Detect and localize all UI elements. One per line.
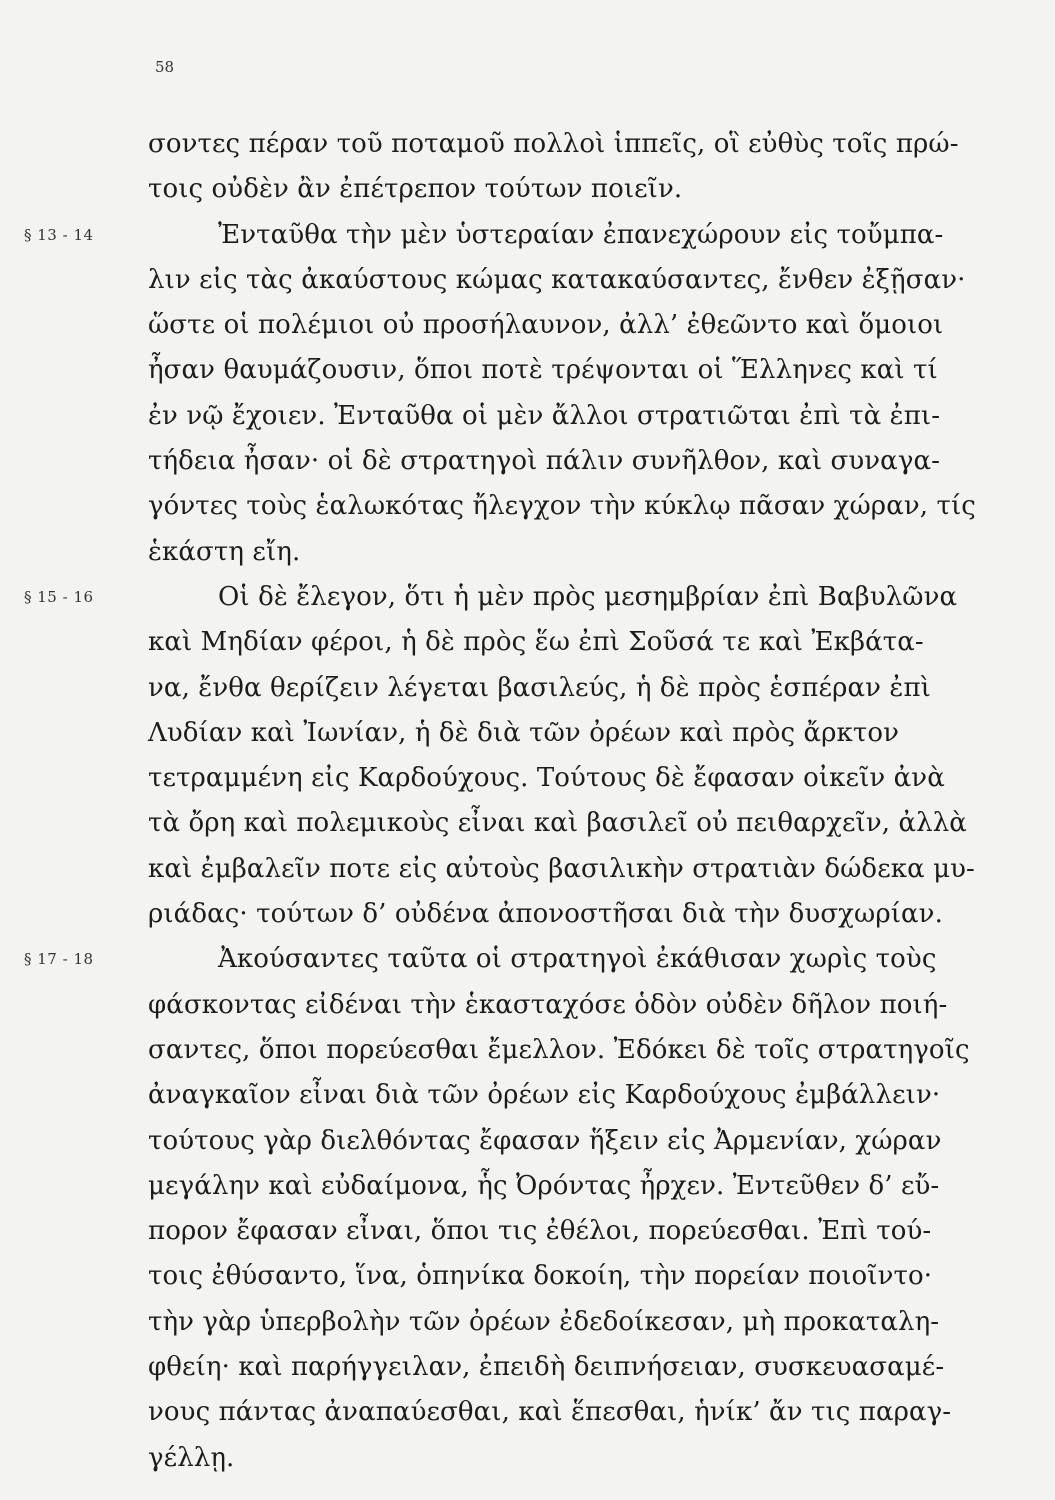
text-line [148, 1073, 1003, 1118]
line-text: να, ἔνθα θερίζειν λέγεται βασιλεύς, ἡ δὲ πρὸς ἑσπέραν ἐπὶ [148, 672, 931, 703]
line-text: τὴν γὰρ ὑπερβολὴν τῶν ὀρέων ἐδεδοίκεσαν, μὴ προκαταλη- [148, 1306, 940, 1337]
line-text: γέλλῃ. [148, 1442, 235, 1473]
text-line [148, 1254, 1003, 1299]
text-line [148, 167, 1003, 212]
line-text: ἐν νῷ ἔχοιεν. Ἐνταῦθα οἱ μὲν ἄλλοι στρατιῶται ἐπὶ τὰ ἐπι- [148, 400, 941, 431]
line-text: τὰ ὄρη καὶ πολεμικοὺς εἶναι καὶ βασιλεῖ οὐ πειθαρχεῖν, ἀλλὰ [148, 808, 967, 839]
text-line [148, 484, 1003, 529]
text-line [148, 122, 1003, 167]
line-text: τήδεια ἦσαν· οἱ δὲ στρατηγοὶ πάλιν συνῆλθον, καὶ συναγα- [148, 446, 940, 477]
text-line [148, 1390, 1003, 1435]
text-line [148, 1164, 1003, 1209]
text-line [148, 1300, 1003, 1345]
text-line [148, 439, 1003, 484]
line-text: ἑκάστη εἴη. [148, 536, 301, 567]
line-text: καὶ ἐμβαλεῖν ποτε εἰς αὐτοὺς βασιλικὴν στρατιὰν δώδεκα μυ- [148, 853, 975, 884]
line-text: τετραμμένη εἰς Καρδούχους. Τούτους δὲ ἔφασαν οἰκεῖν ἀνὰ [148, 763, 945, 794]
line-text: μεγάλην καὶ εὐδαίμονα, ἧς Ὀρόντας ἦρχεν. Ἐντεῦθεν δ’ εὔ- [148, 1170, 940, 1201]
text-line [148, 258, 1003, 303]
line-text: τοις οὐδὲν ἂν ἐπέτρεπον τούτων ποιεῖν. [148, 174, 683, 205]
greek-text-body [24, 122, 1003, 1481]
text-line [148, 303, 1003, 348]
line-text: ἦσαν θαυμάζουσιν, ὅποι ποτὲ τρέψονται οἱ Ἕλληνες καὶ τί [148, 355, 938, 386]
text-line [148, 847, 1003, 892]
line-text: φθείη· καὶ παρήγγειλαν, ἐπειδὴ δειπνήσειαν, συσκευασαμέ- [148, 1352, 945, 1383]
line-text: καὶ Μηδίαν φέροι, ἡ δὲ πρὸς ἕω ἐπὶ Σοῦσά τε καὶ Ἐκβάτα- [148, 627, 924, 658]
line-text: λιν εἰς τὰς ἀκαύστους κώμας κατακαύσαντες, ἔνθεν ἐξῇσαν· [148, 264, 966, 295]
text-line [148, 1028, 1003, 1073]
line-text: νους πάντας ἀναπαύεσθαι, καὶ ἕπεσθαι, ἡνίκ’ ἄν τις παραγ- [148, 1397, 952, 1428]
line-text: πορον ἔφασαν εἶναι, ὅποι τις ἐθέλοι, πορεύεσθαι. Ἐπὶ τού- [148, 1216, 932, 1247]
line-text: φάσκοντας εἰδέναι τὴν ἑκασταχόσε ὁδὸν οὐδὲν δῆλον ποιή- [148, 989, 948, 1020]
text-line [148, 530, 1003, 575]
text-line [148, 1209, 1003, 1254]
line-text: τούτους γὰρ διελθόντας ἔφασαν ἥξειν εἰς Ἀρμενίαν, χώραν [148, 1125, 942, 1156]
line-text: γόντες τοὺς ἑαλωκότας ἤλεγχον τὴν κύκλῳ πᾶσαν χώραν, τίς [148, 491, 976, 522]
text-line [148, 983, 1003, 1028]
text-line [148, 394, 1003, 439]
line-text: Οἱ δὲ ἔλεγον, ὅτι ἡ μὲν πρὸς μεσημβρίαν ἐπὶ Βαβυλῶνα [218, 581, 958, 612]
text-line [24, 213, 1003, 258]
line-text: Λυδίαν καὶ Ἰωνίαν, ἡ δὲ διὰ τῶν ὀρέων καὶ πρὸς ἄρκτον [148, 717, 900, 748]
text-line [148, 1436, 1003, 1481]
text-line [24, 937, 1003, 982]
text-line [148, 1345, 1003, 1390]
section-marker: § 15 - 16 [24, 587, 94, 606]
line-text: Ἐνταῦθα τὴν μὲν ὑστεραίαν ἐπανεχώρουν εἰς τοὔμπα- [218, 219, 944, 250]
text-line [148, 711, 1003, 756]
text-line [148, 1119, 1003, 1164]
text-line [24, 575, 1003, 620]
line-text: σαντες, ὅποι πορεύεσθαι ἔμελλον. Ἐδόκει δὲ τοῖς στρατηγοῖς [148, 1034, 970, 1065]
line-text: ἀναγκαῖον εἶναι διὰ τῶν ὀρέων εἰς Καρδούχους ἐμβάλλειν· [148, 1080, 941, 1111]
section-marker: § 17 - 18 [24, 950, 94, 969]
section-marker: § 13 - 14 [24, 225, 94, 244]
line-text: σοντες πέραν τοῦ ποταμοῦ πολλοὶ ἱππεῖς, οἳ εὐθὺς τοῖς πρώ- [148, 129, 959, 159]
text-line [148, 620, 1003, 665]
text-line [148, 892, 1003, 937]
line-text: ὥστε οἱ πολέμιοι οὐ προσήλαυνον, ἀλλ’ ἐθεῶντο καὶ ὅμοιοι [148, 310, 944, 341]
line-text: ριάδας· τούτων δ’ οὐδένα ἀπονοστῆσαι διὰ τὴν δυσχωρίαν. [148, 899, 943, 930]
line-text: τοις ἐθύσαντο, ἵνα, ὁπηνίκα δοκοίη, τὴν πορείαν ποιοῖντο· [148, 1261, 933, 1292]
text-line [148, 756, 1003, 801]
text-line [148, 666, 1003, 711]
text-line [148, 348, 1003, 393]
line-text: Ἀκούσαντες ταῦτα οἱ στρατηγοὶ ἐκάθισαν χωρὶς τοὺς [218, 944, 937, 975]
page-number: 58 [155, 58, 175, 76]
text-line [148, 801, 1003, 846]
